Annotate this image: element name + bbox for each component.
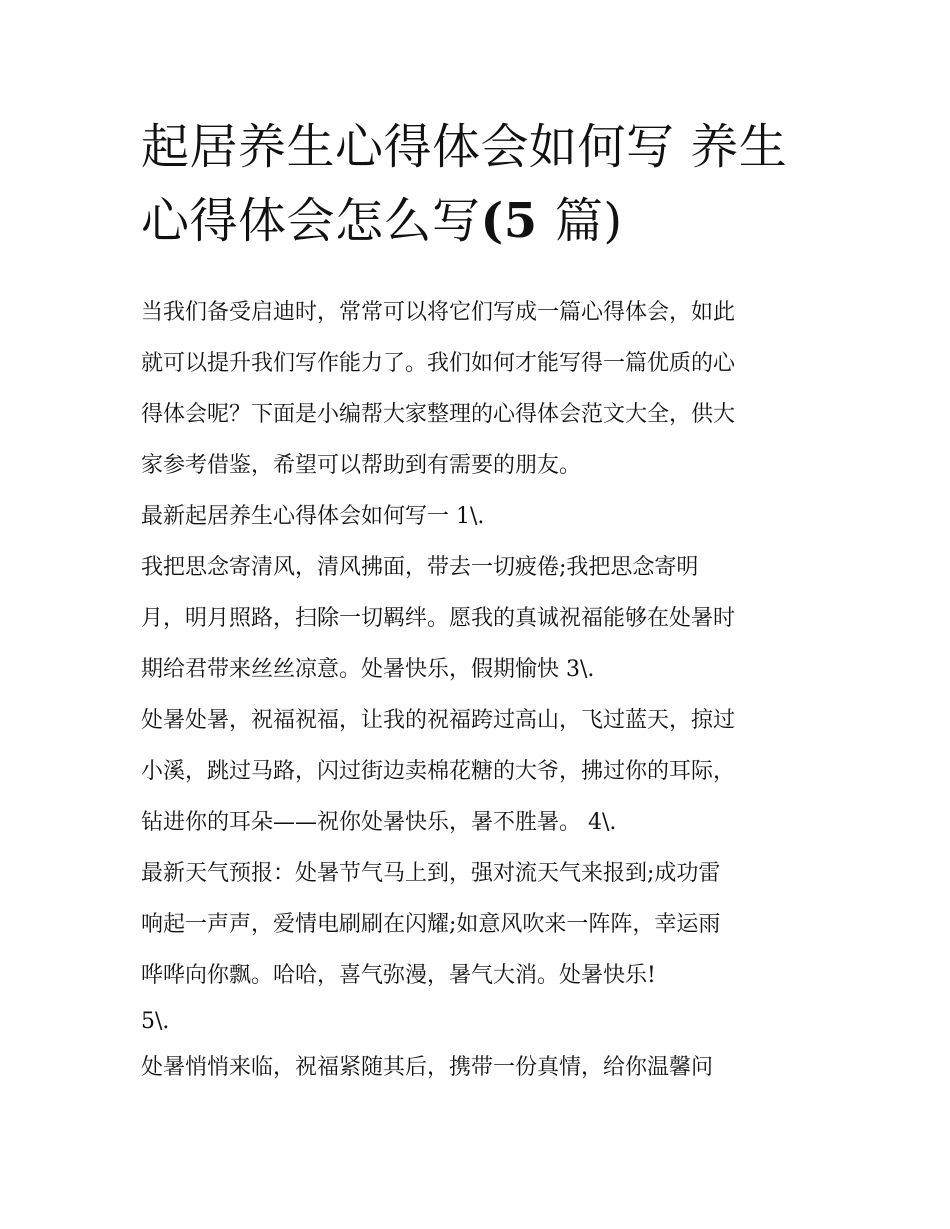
text-line: 哗哗向你飘。哈哈，喜气弥漫，暑气大消。处暑快乐! xyxy=(141,963,656,988)
text-line: 得体会呢？下面是小编帮大家整理的心得体会范文大全，供大 xyxy=(141,402,736,427)
title-line-2-end: 篇) xyxy=(554,193,623,249)
text-line: 处暑处暑，祝福祝福，让我的祝福跨过高山，飞过蓝天，掠过 xyxy=(141,708,736,733)
text-line: 当我们备受启迪时，常常可以将它们写成一篇心得体会，如此 xyxy=(141,300,736,325)
document-page xyxy=(141,110,813,1093)
title-line-2-text: 心得体会怎么写 xyxy=(141,193,481,249)
text-line: 处暑悄悄来临，祝福紧随其后，携带一份真情，给你温馨问 xyxy=(141,1055,714,1080)
document-title xyxy=(141,110,813,258)
text-line: 就可以提升我们写作能力了。我们如何才能写得一篇优质的心 xyxy=(141,351,736,376)
text-line: 5\. xyxy=(141,1009,170,1034)
text-line: 小溪，跳过马路，闪过街边卖棉花糖的大爷，拂过你的耳际， xyxy=(141,759,736,784)
text-line: 我把思念寄清风，清风拂面，带去一切疲倦;我把思念寄明 xyxy=(141,555,699,580)
title-line-1: 起居养生心得体会如何写 养生 xyxy=(141,119,788,175)
document-body xyxy=(141,287,813,1093)
text-line: 响起一声声，爱情电刷刷在闪耀;如意风吹来一阵阵，幸运雨 xyxy=(141,912,721,937)
title-count: (5 xyxy=(480,193,555,249)
text-line: 钻进你的耳朵——祝你处暑快乐，暑不胜暑。 4\. xyxy=(141,810,617,835)
text-line: 家参考借鉴，希望可以帮助到有需要的朋友。 xyxy=(141,453,582,478)
text-line: 最新天气预报：处暑节气马上到，强对流天气来报到;成功雷 xyxy=(141,861,721,886)
title-line-2 xyxy=(141,184,813,258)
section-heading: 最新起居养生心得体会如何写一 1\. xyxy=(141,504,485,529)
text-line: 期给君带来丝丝凉意。处暑快乐，假期愉快 3\. xyxy=(141,657,595,682)
text-line: 月，明月照路，扫除一切羁绊。愿我的真诚祝福能够在处暑时 xyxy=(141,606,736,631)
